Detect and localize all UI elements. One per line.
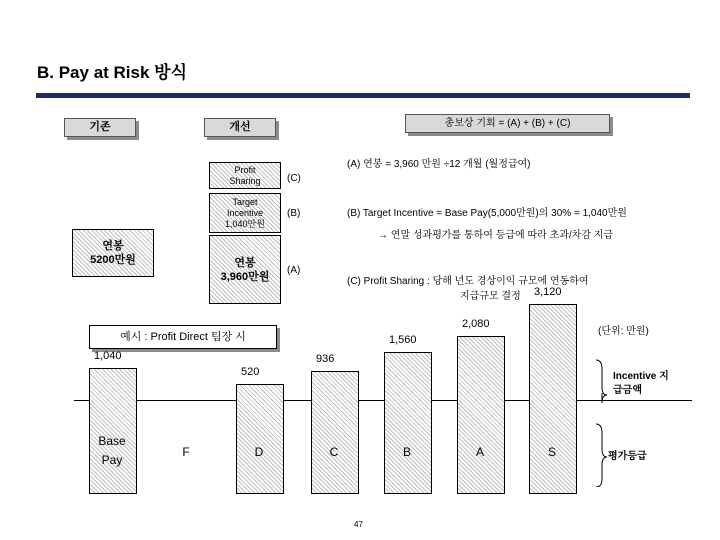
bar-c [311,371,359,494]
bar-d [236,384,284,494]
category-label: D [254,445,264,459]
category-label: Base Pay [98,434,126,467]
bar-b [384,352,432,494]
value-label: 1,040 [94,350,122,362]
marker-c: (C) [287,173,301,184]
profit-sharing-line1: Profit [234,164,256,175]
note-c-line2: 지급규모 결정 [460,291,521,302]
incentive-amount-line2: 급금액 [613,385,642,396]
legacy-salary-box [72,229,154,277]
target-incentive-line1: Target [232,196,258,207]
value-label: 2,080 [462,318,490,330]
note-b-sub: → 연말 성과평가를 통하여 등급에 따라 초과/차감 지급 [378,230,614,241]
incentive-amount-line1: Incentive 지 [613,371,669,382]
bracket-icons [594,357,608,487]
target-incentive-line3: 1,040만원 [225,218,265,229]
annual-salary-label: 연봉 [234,256,256,269]
example-callout: 예시 : Profit Direct 팀장 시 [89,325,277,349]
marker-a: (A) [287,265,301,276]
value-label: 520 [241,366,260,378]
note-c-line1: (C) Profit Sharing : 당해 년도 경상이익 규모에 연동하여 [347,276,589,287]
profit-sharing-line2: Sharing [229,175,261,186]
marker-b: (B) [287,208,301,219]
value-label: 1,560 [389,334,417,346]
bar-a [457,336,505,494]
bar-s [529,304,577,494]
value-label: 3,120 [534,286,562,298]
value-label: 936 [316,353,335,365]
unit-label: (단위: 만원) [598,326,649,337]
bar-base-pay [89,368,137,494]
page-number: 47 [354,520,363,529]
note-a: (A) 연봉 = 3,960 만원 ÷12 개월 (월정급여) [347,159,531,170]
note-b: (B) Target Incentive = Base Pay(5,000만원)의 30% = 1,040만원 [347,208,627,219]
legacy-salary-amount: 5200만원 [90,254,136,266]
category-label: C [329,445,339,459]
category-label: B [402,445,411,459]
total-formula: 총보상 기회 = (A) + (B) + (C) [405,114,610,133]
target-incentive-box [209,193,281,233]
profit-sharing-box [209,162,281,189]
category-label: A [475,445,484,459]
title-divider [36,93,690,98]
legacy-salary-label: 연봉 [102,240,124,252]
incentive-amount-label [613,370,669,398]
target-incentive-line2: Incentive [226,207,264,218]
category-label: S [547,445,556,459]
annual-salary-box [209,235,281,304]
tab-before: 기존 [64,118,136,137]
grade-label: 평가등급 [608,451,647,462]
page-title: B. Pay at Risk 방식 [37,63,188,82]
category-label: F [182,445,190,459]
annual-salary-amount: 3,960만원 [220,270,270,283]
tab-after: 개선 [204,118,276,137]
